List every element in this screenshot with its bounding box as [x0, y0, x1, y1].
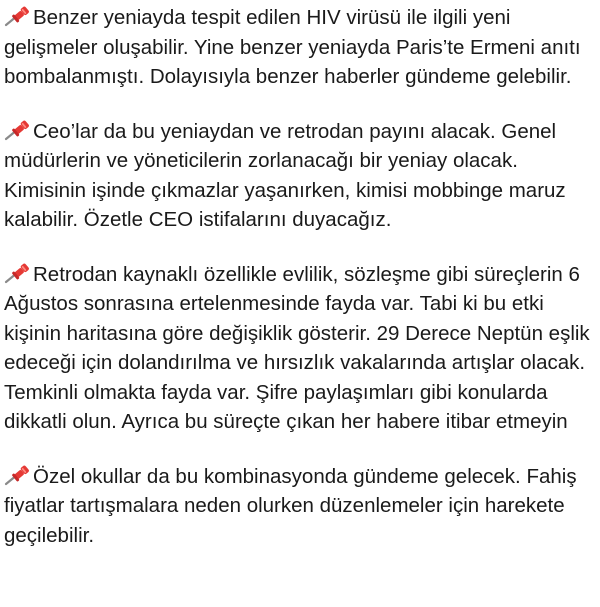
paragraph-2 — [4, 117, 596, 235]
pushpin-icon — [4, 5, 32, 27]
pushpin-icon — [4, 464, 32, 486]
paragraph-text: Retrodan kaynaklı özellikle evlilik, sözleşme gibi süreçlerin 6 Ağustos sonrasına ertelenmesinde fayda var. Tabi ki bu etki kişinin haritasına göre değişiklik gösterir. 29 Derece Neptün eşlik edeceği için dolandırılma ve hırsızlık vakalarında artışlar olacak. Temkinli olmakta fayda var. Şifre paylaşımları gibi konularda dikkatli olun. Ayrıca bu süreçte çıkan her habere itibar etmeyin — [4, 262, 590, 433]
pushpin-icon — [4, 119, 32, 141]
post-body — [4, 3, 596, 575]
paragraph-1 — [4, 3, 596, 92]
pushpin-icon — [4, 262, 32, 284]
paragraph-3 — [4, 260, 596, 437]
paragraph-text: Özel okullar da bu kombinasyonda gündeme gelecek. Fahiş fiyatlar tartışmalara neden olurken düzenlemeler için harekete geçilebilir. — [4, 464, 577, 547]
paragraph-text: Ceo’lar da bu yeniaydan ve retrodan payını alacak. Genel müdürlerin ve yöneticilerin zorlanacağı bir yeniay olacak. Kimisinin işinde çıkmazlar yaşanırken, kimisi mobbinge maruz kalabilir. Özetle CEO istifalarını duyacağız. — [4, 119, 566, 231]
paragraph-4 — [4, 462, 596, 551]
paragraph-text: Benzer yeniayda tespit edilen HIV virüsü ile ilgili yeni gelişmeler oluşabilir. Yine benzer yeniayda Paris’te Ermeni anıtı bombalanmıştı. Dolayısıyla benzer haberler gündeme gelebilir. — [4, 6, 581, 88]
